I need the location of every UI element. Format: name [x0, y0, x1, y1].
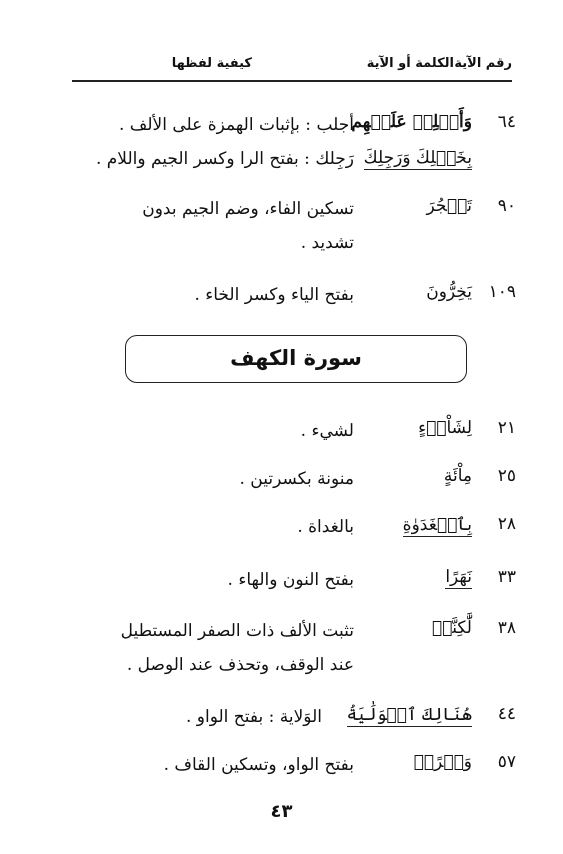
note-line: بفتح النون والهاء . [227, 570, 354, 590]
entry-row [60, 748, 516, 784]
pronunciation-note [60, 278, 354, 312]
note-line: بفتح الواو، وتسكين القاف . [163, 755, 354, 775]
quran-word-text: يَخِرُّونَ [426, 282, 472, 302]
entry-row [60, 462, 516, 498]
entry-row [60, 108, 516, 180]
quran-word-text: وَقۡرًاۖ [413, 752, 472, 772]
entry-row [60, 563, 516, 599]
table-header [72, 50, 512, 82]
quran-word-text: لَّٰكِنَّا۠ [431, 618, 472, 638]
ayah-number: ٥٧ [497, 752, 516, 772]
quran-word [354, 196, 472, 216]
quran-word-text: بِخَيۡلِكَ وَرَجِلِكَ [363, 148, 472, 168]
quran-word [354, 148, 472, 168]
note-line: بفتح الياء وكسر الخاء . [194, 285, 354, 305]
quran-word [354, 618, 472, 638]
entry-row [60, 510, 516, 546]
pronunciation-note [60, 614, 354, 682]
quran-word [322, 704, 472, 725]
ayah-number: ٤٤ [497, 704, 516, 724]
ayah-number: ٢٨ [497, 514, 516, 534]
note-line: تسكين الفاء، وضم الجيم بدون [142, 199, 354, 219]
pronunciation-note [60, 563, 354, 597]
quran-word-text: بِٱلۡغَدَوٰةِ [402, 515, 472, 535]
pronunciation-note [60, 462, 354, 496]
quran-word-text: مِاْئَةٍ [443, 466, 472, 486]
header-ayah-number: رقم الآية [454, 56, 512, 71]
note-line: لشيء . [300, 421, 354, 441]
header-word: الكلمة أو الآية [366, 56, 454, 71]
quran-word [354, 466, 472, 486]
quran-word-text: تَفۡجُرَ [426, 196, 472, 216]
pronunciation-note [60, 414, 354, 448]
quran-word [354, 282, 472, 302]
ayah-number: ٣٨ [497, 618, 516, 638]
note-line: تثبت الألف ذات الصفر المستطيل [120, 621, 354, 641]
ayah-number: ٣٣ [497, 567, 516, 587]
pronunciation-note [60, 108, 354, 176]
ayah-number: ٢١ [497, 418, 516, 438]
note-line: تشديد . [300, 233, 354, 253]
ayah-number: ١٠٩ [488, 282, 516, 302]
entry-row [60, 700, 516, 736]
note-line: منونة بكسرتين . [239, 469, 354, 489]
entry-row [60, 614, 516, 684]
entry-row [60, 414, 516, 450]
pronunciation-note [60, 748, 354, 782]
entry-row [60, 192, 516, 262]
entry-row [60, 278, 516, 314]
note-line: أجلب : بإثبات الهمزة على الألف . [118, 115, 354, 135]
note-line: عند الوقف، وتحذف عند الوصل . [126, 655, 354, 675]
surah-title: سورة الكهف [230, 346, 362, 370]
surah-title-banner [125, 335, 467, 383]
pronunciation-note [60, 700, 322, 734]
quran-word-text: نَهَرًا [445, 567, 472, 587]
quran-word [354, 514, 472, 535]
note-line: رَجِلك : بفتح الرا وكسر الجيم واللام . [95, 149, 354, 169]
note-line: الوَلاية : بفتح الواو . [185, 707, 322, 727]
ayah-number: ٩٠ [497, 196, 516, 216]
quran-word [354, 567, 472, 587]
quran-word-text: لِشَاْيۡءٍ [418, 418, 472, 438]
ayah-number: ٢٥ [497, 466, 516, 486]
pronunciation-note [60, 192, 354, 260]
quran-word [351, 112, 472, 132]
pronunciation-note [60, 510, 354, 544]
quran-word [354, 752, 472, 772]
header-pronunciation: كيفية لفظها [171, 56, 252, 71]
note-line: بالغداة . [297, 517, 354, 537]
ayah-number: ٦٤ [497, 112, 516, 132]
quran-word [354, 418, 472, 438]
quran-word-text: هُنَالِكَ ٱلۡوَلَٰيَةُ [346, 705, 472, 725]
page-number: ٤٣ [270, 801, 293, 822]
quran-word-text: وَأَجۡلِبۡ عَلَيۡهِم [351, 112, 472, 132]
